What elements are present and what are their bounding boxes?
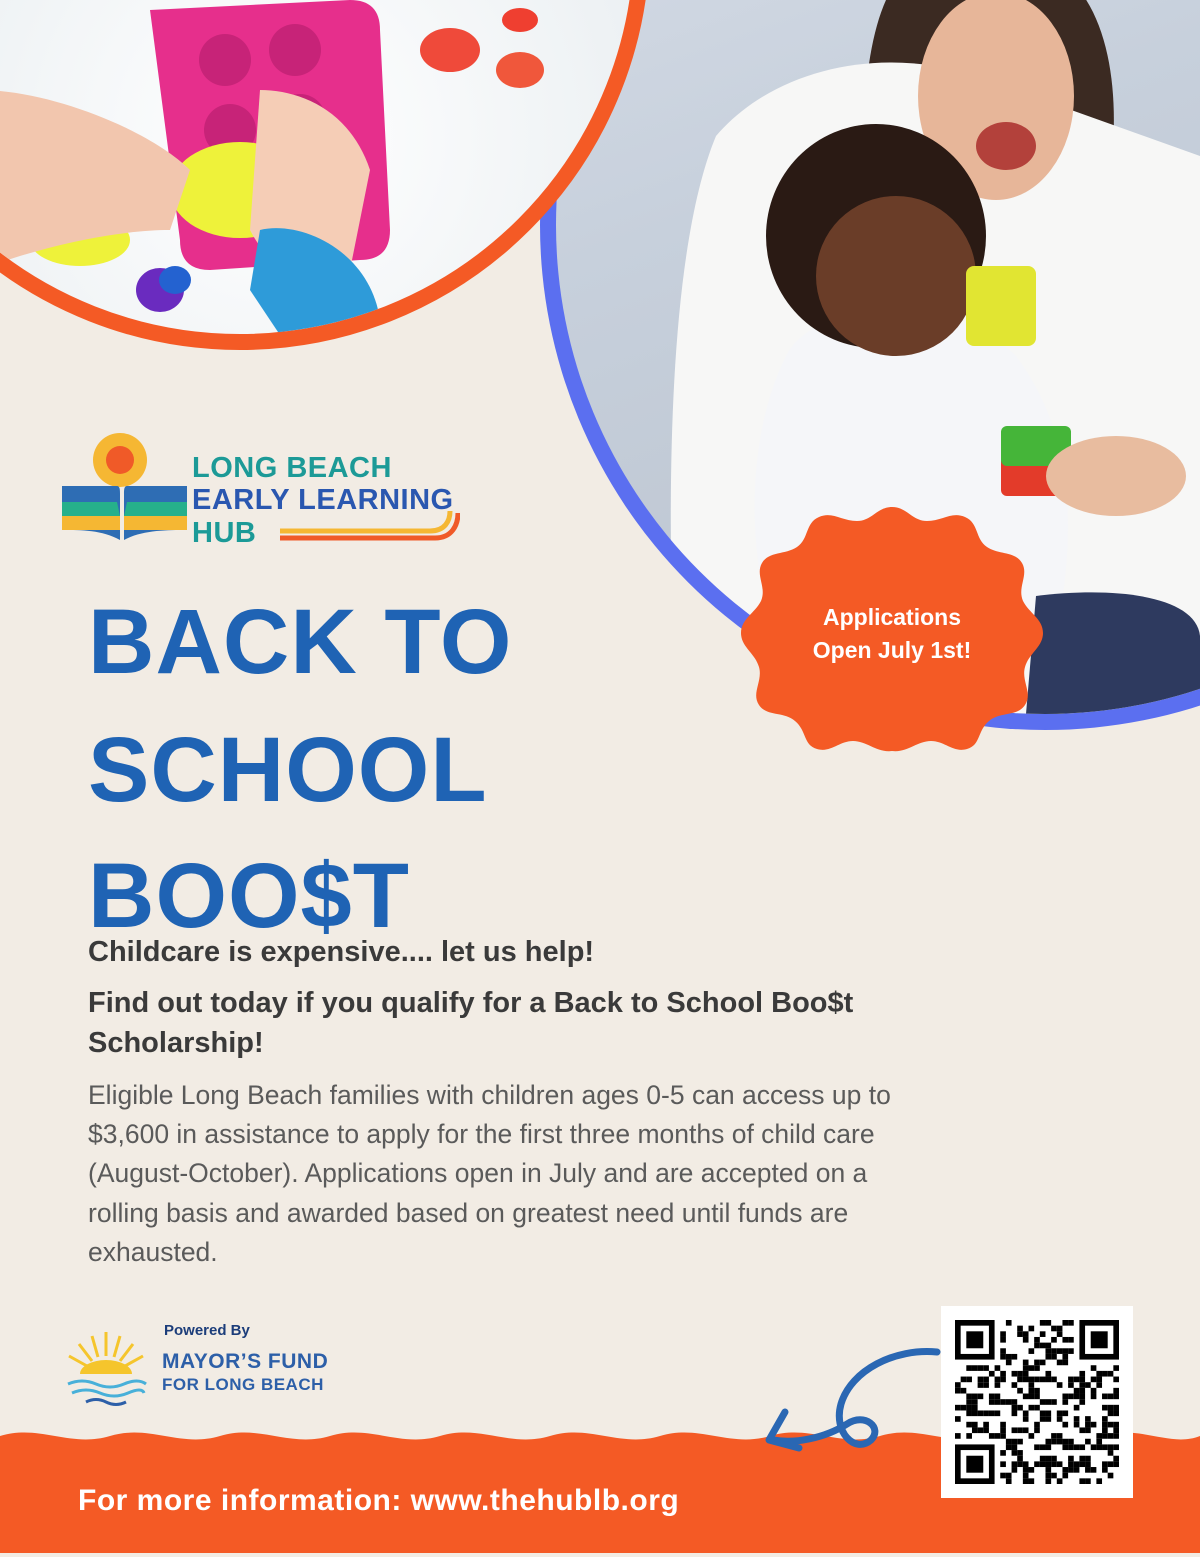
body-line: (August-October). Applications open in July and are accepted on a <box>88 1158 868 1189</box>
badge-line1: Applications <box>822 604 961 630</box>
body-line: rolling basis and awarded based on greatest need until funds are <box>88 1197 849 1228</box>
qr-code[interactable] <box>941 1306 1133 1498</box>
body-line: Eligible Long Beach families with children ages 0-5 can access up to <box>88 1080 891 1110</box>
footer-info-text: For more information: www.thehublb.org <box>78 1484 680 1517</box>
subheading-qualify-line2: Scholarship! <box>88 1027 264 1059</box>
sun-waves-icon <box>62 1330 150 1410</box>
logo-text-line3: HUB <box>192 517 257 549</box>
headline-line2: SCHOOL <box>88 719 488 821</box>
body-line: $3,600 in assistance to apply for the first three months of child care <box>88 1119 875 1150</box>
logo-sun-book-icon <box>62 430 187 548</box>
badge-line2: Open July 1st! <box>812 636 972 663</box>
body-paragraph <box>88 1076 1098 1272</box>
photo-child-playdough <box>0 0 650 350</box>
subheading-qualify-line1: Find out today if you qualify for a Back to School Boo$t <box>88 987 854 1019</box>
headline-line1: BACK TO <box>88 591 513 693</box>
arrow-icon <box>755 1344 945 1469</box>
sponsor-name-line2: FOR LONG BEACH <box>162 1375 324 1394</box>
body-line: exhausted. <box>88 1236 218 1267</box>
logo-text-line1: LONG BEACH <box>192 452 392 484</box>
headline-line3: BOO$T <box>88 845 410 947</box>
badge-text <box>760 601 1024 666</box>
logo-text-line2: EARLY LEARNING <box>192 484 454 516</box>
subheading-expensive: Childcare is expensive.... let us help! <box>88 936 595 968</box>
logo-stripes <box>280 507 460 547</box>
sponsor-name-line1: MAYOR’S FUND <box>162 1350 329 1373</box>
powered-by-label: Powered By <box>164 1322 250 1339</box>
